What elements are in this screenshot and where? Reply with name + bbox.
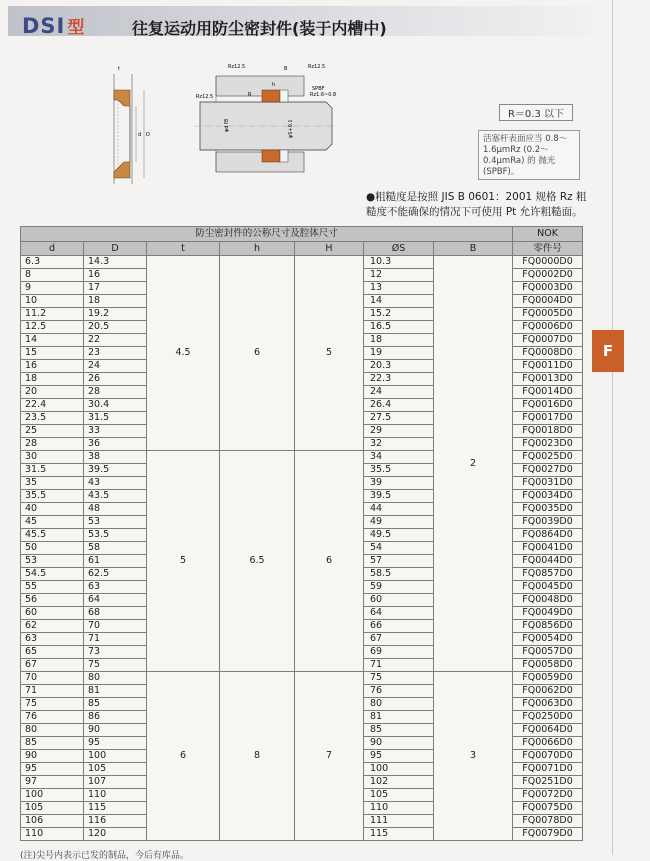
cell-part-number: FQ0066D0 bbox=[513, 737, 583, 750]
cell-part-number: FQ0011D0 bbox=[513, 360, 583, 373]
cell-D: 75 bbox=[84, 659, 147, 672]
cell-phiS: 14 bbox=[364, 295, 434, 308]
cell-phiS: 102 bbox=[364, 776, 434, 789]
col-header-h: h bbox=[220, 242, 295, 256]
footnote: (注)尖号内表示已发的制品，今后有库品。 bbox=[20, 851, 190, 861]
cell-D: 36 bbox=[84, 438, 147, 451]
cell-phiS: 12 bbox=[364, 269, 434, 282]
cell-D: 53.5 bbox=[84, 529, 147, 542]
cell-phiS: 67 bbox=[364, 633, 434, 646]
cell-part-number: FQ0008D0 bbox=[513, 347, 583, 360]
page-title: 往复运动用防尘密封件(装于内槽中) bbox=[132, 19, 387, 38]
cell-part-number: FQ0025D0 bbox=[513, 451, 583, 464]
cell-D: 53 bbox=[84, 516, 147, 529]
nok-header: NOK bbox=[513, 227, 583, 242]
cell-D: 86 bbox=[84, 711, 147, 724]
cell-part-number: FQ0005D0 bbox=[513, 308, 583, 321]
col-header-D: D bbox=[84, 242, 147, 256]
cell-phiS: 59 bbox=[364, 581, 434, 594]
cell-D: 110 bbox=[84, 789, 147, 802]
cell-part-number: FQ0004D0 bbox=[513, 295, 583, 308]
cell-D: 61 bbox=[84, 555, 147, 568]
cell-d: 8 bbox=[21, 269, 84, 282]
col-header-t: t bbox=[147, 242, 220, 256]
cell-h: 8 bbox=[220, 672, 295, 841]
roughness-4-label: Rz12.5 bbox=[196, 94, 214, 100]
cell-phiS: 80 bbox=[364, 698, 434, 711]
cell-part-number: FQ0023D0 bbox=[513, 438, 583, 451]
cell-D: 43 bbox=[84, 477, 147, 490]
cell-d: 31.5 bbox=[21, 464, 84, 477]
roughness-3-label: Rz1.6~0.8 bbox=[310, 92, 337, 98]
cell-d: 95 bbox=[21, 763, 84, 776]
page-edge-line bbox=[612, 0, 613, 855]
cell-part-number: FQ0013D0 bbox=[513, 373, 583, 386]
cell-phiS: 85 bbox=[364, 724, 434, 737]
cell-part-number: FQ0250D0 bbox=[513, 711, 583, 724]
cell-D: 68 bbox=[84, 607, 147, 620]
spbf-label: SPBF bbox=[312, 86, 325, 92]
cell-d: 85 bbox=[21, 737, 84, 750]
roughness-note: ●粗糙度是按照 JIS B 0601：2001 规格 Rz 粗糙度不能确保的情况下可使用 Pt 允许粗糙面。 bbox=[366, 191, 587, 218]
cell-phiS: 26.4 bbox=[364, 399, 434, 412]
cell-phiS: 64 bbox=[364, 607, 434, 620]
cell-d: 70 bbox=[21, 672, 84, 685]
cell-part-number: FQ0039D0 bbox=[513, 516, 583, 529]
cell-phiS: 19 bbox=[364, 347, 434, 360]
cell-part-number: FQ0003D0 bbox=[513, 282, 583, 295]
table-row bbox=[21, 672, 583, 685]
cell-d: 97 bbox=[21, 776, 84, 789]
dim-phi-d-label: φd f8 bbox=[224, 118, 230, 132]
cell-D: 38 bbox=[84, 451, 147, 464]
cell-phiS: 105 bbox=[364, 789, 434, 802]
housing-assembly bbox=[194, 64, 336, 172]
cell-d: 15 bbox=[21, 347, 84, 360]
cell-D: 20.5 bbox=[84, 321, 147, 334]
cell-phiS: 76 bbox=[364, 685, 434, 698]
cell-part-number: FQ0044D0 bbox=[513, 555, 583, 568]
cell-part-number: FQ0034D0 bbox=[513, 490, 583, 503]
cell-part-number: FQ0035D0 bbox=[513, 503, 583, 516]
cell-part-number: FQ0031D0 bbox=[513, 477, 583, 490]
cell-phiS: 18 bbox=[364, 334, 434, 347]
cell-D: 63 bbox=[84, 581, 147, 594]
cell-part-number: FQ0017D0 bbox=[513, 412, 583, 425]
radius-note-box: R＝0.3 以下 bbox=[499, 104, 573, 121]
cell-D: 85 bbox=[84, 698, 147, 711]
spec-table bbox=[20, 226, 583, 841]
cell-part-number: FQ0002D0 bbox=[513, 269, 583, 282]
cell-H: 7 bbox=[295, 672, 364, 841]
cell-part-number: FQ0078D0 bbox=[513, 815, 583, 828]
model-title: DSI 型 bbox=[22, 14, 86, 38]
cell-phiS: 49.5 bbox=[364, 529, 434, 542]
cell-D: 24 bbox=[84, 360, 147, 373]
cell-part-number: FQ0016D0 bbox=[513, 399, 583, 412]
section-tab[interactable]: F bbox=[592, 330, 624, 372]
col-header-d: d bbox=[21, 242, 84, 256]
cell-d: 53 bbox=[21, 555, 84, 568]
cell-D: 22 bbox=[84, 334, 147, 347]
cell-phiS: 66 bbox=[364, 620, 434, 633]
cell-part-number: FQ0071D0 bbox=[513, 763, 583, 776]
cell-D: 71 bbox=[84, 633, 147, 646]
cell-d: 28 bbox=[21, 438, 84, 451]
roughness-1-label: Rz12.5 bbox=[228, 64, 246, 70]
cell-H: 5 bbox=[295, 256, 364, 451]
cell-d: 60 bbox=[21, 607, 84, 620]
cell-phiS: 29 bbox=[364, 425, 434, 438]
cell-phiS: 44 bbox=[364, 503, 434, 516]
cell-H: 6 bbox=[295, 451, 364, 672]
cell-part-number: FQ0062D0 bbox=[513, 685, 583, 698]
cell-D: 116 bbox=[84, 815, 147, 828]
cell-part-number: FQ0072D0 bbox=[513, 789, 583, 802]
cell-part-number: FQ0057D0 bbox=[513, 646, 583, 659]
cell-D: 81 bbox=[84, 685, 147, 698]
cell-phiS: 32 bbox=[364, 438, 434, 451]
dim-t-label: t bbox=[118, 66, 120, 72]
cell-part-number: FQ0045D0 bbox=[513, 581, 583, 594]
cell-d: 45 bbox=[21, 516, 84, 529]
spec-table-body bbox=[21, 256, 583, 841]
cell-phiS: 57 bbox=[364, 555, 434, 568]
cell-D: 28 bbox=[84, 386, 147, 399]
dim-B-label: B bbox=[284, 66, 288, 72]
cell-D: 16 bbox=[84, 269, 147, 282]
cell-d: 76 bbox=[21, 711, 84, 724]
col-header-B: B bbox=[434, 242, 513, 256]
cell-D: 43.5 bbox=[84, 490, 147, 503]
cell-D: 90 bbox=[84, 724, 147, 737]
cell-D: 17 bbox=[84, 282, 147, 295]
cell-D: 26 bbox=[84, 373, 147, 386]
col-header-H: H bbox=[295, 242, 364, 256]
cell-part-number: FQ0070D0 bbox=[513, 750, 583, 763]
cell-h: 6 bbox=[220, 256, 295, 451]
cell-part-number: FQ0041D0 bbox=[513, 542, 583, 555]
cell-d: 75 bbox=[21, 698, 84, 711]
cell-D: 95 bbox=[84, 737, 147, 750]
cell-d: 16 bbox=[21, 360, 84, 373]
cell-phiS: 49 bbox=[364, 516, 434, 529]
seal-profile bbox=[114, 66, 150, 184]
cell-D: 19.2 bbox=[84, 308, 147, 321]
cell-d: 65 bbox=[21, 646, 84, 659]
cell-d: 18 bbox=[21, 373, 84, 386]
cell-part-number: FQ0018D0 bbox=[513, 425, 583, 438]
cell-part-number: FQ0000D0 bbox=[513, 256, 583, 269]
cell-phiS: 54 bbox=[364, 542, 434, 555]
cell-d: 23.5 bbox=[21, 412, 84, 425]
cell-d: 110 bbox=[21, 828, 84, 841]
cell-d: 22.4 bbox=[21, 399, 84, 412]
cell-phiS: 22.3 bbox=[364, 373, 434, 386]
cell-part-number: FQ0014D0 bbox=[513, 386, 583, 399]
cell-t: 6 bbox=[147, 672, 220, 841]
cell-phiS: 110 bbox=[364, 802, 434, 815]
seal-cross-section-drawing bbox=[96, 56, 346, 196]
cell-d: 100 bbox=[21, 789, 84, 802]
col-header-part-number: 零件号 bbox=[513, 242, 583, 256]
cell-D: 39.5 bbox=[84, 464, 147, 477]
cell-phiS: 10.3 bbox=[364, 256, 434, 269]
cell-d: 10 bbox=[21, 295, 84, 308]
cell-phiS: 27.5 bbox=[364, 412, 434, 425]
cell-d: 80 bbox=[21, 724, 84, 737]
cell-phiS: 35.5 bbox=[364, 464, 434, 477]
cell-d: 71 bbox=[21, 685, 84, 698]
cell-part-number: FQ0063D0 bbox=[513, 698, 583, 711]
cell-d: 54.5 bbox=[21, 568, 84, 581]
cell-d: 55 bbox=[21, 581, 84, 594]
cell-part-number: FQ0864D0 bbox=[513, 529, 583, 542]
cell-D: 70 bbox=[84, 620, 147, 633]
cell-part-number: FQ0064D0 bbox=[513, 724, 583, 737]
col-header-phiS: ØS bbox=[364, 242, 434, 256]
cell-h: 6.5 bbox=[220, 451, 295, 672]
cell-d: 62 bbox=[21, 620, 84, 633]
cell-D: 30.4 bbox=[84, 399, 147, 412]
dim-D-label: D bbox=[146, 132, 150, 138]
cell-d: 11.2 bbox=[21, 308, 84, 321]
cell-D: 62.5 bbox=[84, 568, 147, 581]
cell-d: 14 bbox=[21, 334, 84, 347]
cell-D: 64 bbox=[84, 594, 147, 607]
cell-d: 9 bbox=[21, 282, 84, 295]
roughness-2-label: Rz12.5 bbox=[308, 64, 326, 70]
cell-part-number: FQ0006D0 bbox=[513, 321, 583, 334]
cell-part-number: FQ0054D0 bbox=[513, 633, 583, 646]
cell-phiS: 39.5 bbox=[364, 490, 434, 503]
cell-phiS: 111 bbox=[364, 815, 434, 828]
cell-D: 80 bbox=[84, 672, 147, 685]
cell-D: 58 bbox=[84, 542, 147, 555]
cell-D: 31.5 bbox=[84, 412, 147, 425]
cell-part-number: FQ0857D0 bbox=[513, 568, 583, 581]
cell-d: 106 bbox=[21, 815, 84, 828]
cell-D: 48 bbox=[84, 503, 147, 516]
cell-phiS: 13 bbox=[364, 282, 434, 295]
cell-phiS: 90 bbox=[364, 737, 434, 750]
cell-D: 100 bbox=[84, 750, 147, 763]
cell-part-number: FQ0856D0 bbox=[513, 620, 583, 633]
cell-D: 105 bbox=[84, 763, 147, 776]
cell-part-number: FQ0079D0 bbox=[513, 828, 583, 841]
cell-d: 30 bbox=[21, 451, 84, 464]
cell-B: 3 bbox=[434, 672, 513, 841]
cell-D: 120 bbox=[84, 828, 147, 841]
cell-part-number: FQ0048D0 bbox=[513, 594, 583, 607]
dim-R-label: R bbox=[248, 92, 252, 98]
cell-d: 105 bbox=[21, 802, 84, 815]
cell-d: 35.5 bbox=[21, 490, 84, 503]
cell-d: 6.3 bbox=[21, 256, 84, 269]
cell-part-number: FQ0049D0 bbox=[513, 607, 583, 620]
cell-part-number: FQ0251D0 bbox=[513, 776, 583, 789]
cell-d: 20 bbox=[21, 386, 84, 399]
cell-phiS: 71 bbox=[364, 659, 434, 672]
cell-phiS: 75 bbox=[364, 672, 434, 685]
cell-D: 107 bbox=[84, 776, 147, 789]
cell-d: 50 bbox=[21, 542, 84, 555]
group-header: 防尘密封件的公称尺寸及腔体尺寸 bbox=[21, 227, 513, 242]
cell-phiS: 81 bbox=[364, 711, 434, 724]
cell-part-number: FQ0058D0 bbox=[513, 659, 583, 672]
cell-d: 45.5 bbox=[21, 529, 84, 542]
cell-part-number: FQ0075D0 bbox=[513, 802, 583, 815]
cell-part-number: FQ0007D0 bbox=[513, 334, 583, 347]
cell-phiS: 39 bbox=[364, 477, 434, 490]
cell-phiS: 20.3 bbox=[364, 360, 434, 373]
cell-phiS: 24 bbox=[364, 386, 434, 399]
cell-B: 2 bbox=[434, 256, 513, 672]
cell-phiS: 15.2 bbox=[364, 308, 434, 321]
dim-d-label: d bbox=[138, 132, 142, 138]
cell-phiS: 95 bbox=[364, 750, 434, 763]
cell-part-number: FQ0027D0 bbox=[513, 464, 583, 477]
table-row bbox=[21, 256, 583, 269]
dim-phiS-label: φS+0.1 bbox=[288, 119, 294, 138]
cell-phiS: 60 bbox=[364, 594, 434, 607]
cell-t: 5 bbox=[147, 451, 220, 672]
cell-D: 18 bbox=[84, 295, 147, 308]
cell-D: 73 bbox=[84, 646, 147, 659]
cell-D: 23 bbox=[84, 347, 147, 360]
cell-D: 14.3 bbox=[84, 256, 147, 269]
cell-d: 63 bbox=[21, 633, 84, 646]
dim-h-label: h bbox=[272, 82, 276, 88]
cell-part-number: FQ0059D0 bbox=[513, 672, 583, 685]
cell-phiS: 34 bbox=[364, 451, 434, 464]
cell-D: 115 bbox=[84, 802, 147, 815]
cell-d: 90 bbox=[21, 750, 84, 763]
surface-finish-note: 活塞杆表面应当 0.8～1.6μmRz (0.2～0.4μmRa) 的 抛光(SPBF)。 bbox=[478, 130, 580, 180]
cell-D: 33 bbox=[84, 425, 147, 438]
cell-d: 56 bbox=[21, 594, 84, 607]
cell-d: 25 bbox=[21, 425, 84, 438]
cell-phiS: 58.5 bbox=[364, 568, 434, 581]
cell-phiS: 16.5 bbox=[364, 321, 434, 334]
cell-phiS: 69 bbox=[364, 646, 434, 659]
cell-d: 40 bbox=[21, 503, 84, 516]
cell-phiS: 115 bbox=[364, 828, 434, 841]
cell-phiS: 100 bbox=[364, 763, 434, 776]
title-band bbox=[8, 6, 594, 36]
cell-d: 67 bbox=[21, 659, 84, 672]
cell-d: 35 bbox=[21, 477, 84, 490]
cell-t: 4.5 bbox=[147, 256, 220, 451]
cell-d: 12.5 bbox=[21, 321, 84, 334]
